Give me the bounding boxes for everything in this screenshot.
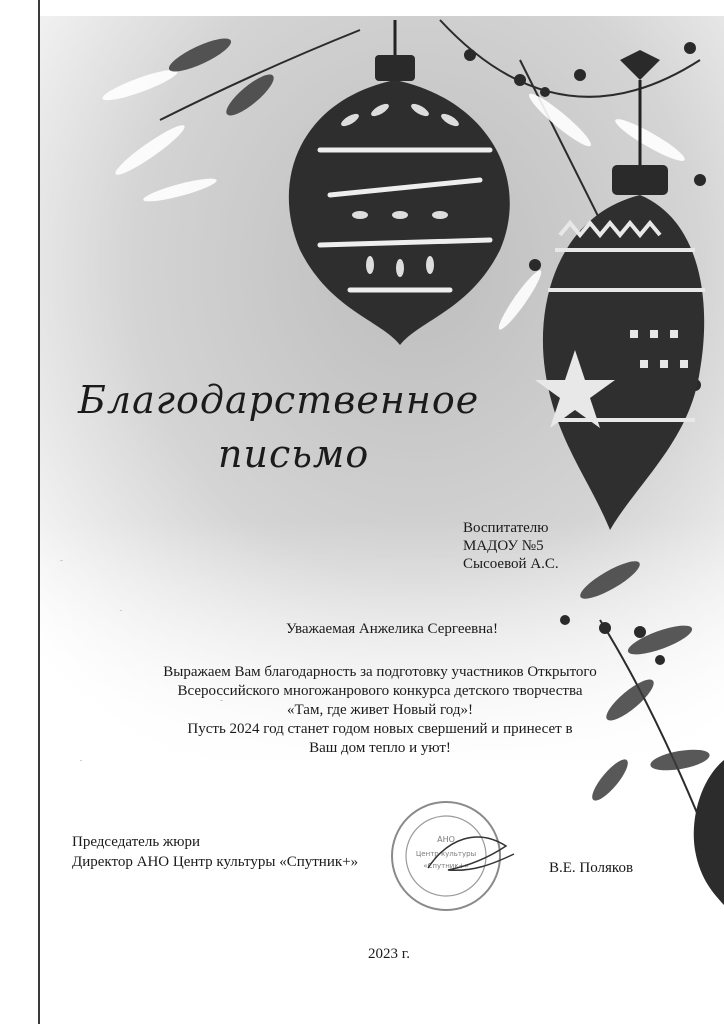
stamp-text: Центр культуры: [415, 850, 477, 858]
document-year: 2023 г.: [368, 946, 410, 962]
official-seal-stamp: [388, 798, 518, 916]
recipient-name: Сысоевой А.С.: [463, 556, 559, 572]
recipient-position: Воспитателю: [463, 520, 549, 536]
body-line: Всероссийского многожанрового конкурса детского творчества: [177, 683, 583, 699]
body-line: «Там, где живет Новый год»!: [287, 702, 473, 718]
body-line: Выражаем Вам благодарность за подготовку участников Открытого: [163, 664, 597, 680]
body-line: Ваш дом тепло и уют!: [309, 740, 451, 756]
page-title-line1: Благодарственное: [78, 378, 480, 422]
stamp-text: АНО: [437, 835, 455, 844]
recipient-organization: МАДОУ №5: [463, 538, 544, 554]
signatory-name: В.Е. Поляков: [549, 860, 634, 876]
signature-role-jury: Председатель жюри: [72, 834, 201, 850]
stamp-text: «Спутник+»: [423, 862, 469, 870]
greeting: Уважаемая Анжелика Сергеевна!: [286, 621, 498, 637]
body-line: Пусть 2024 год станет годом новых свершений и принесет в: [187, 721, 573, 737]
letter-body: [120, 663, 640, 758]
page-title-line2: письмо: [218, 432, 370, 476]
recipient-block: [463, 519, 559, 573]
signature-role-director: Директор АНО Центр культуры «Спутник+»: [72, 854, 359, 870]
signature-roles: [72, 832, 358, 872]
